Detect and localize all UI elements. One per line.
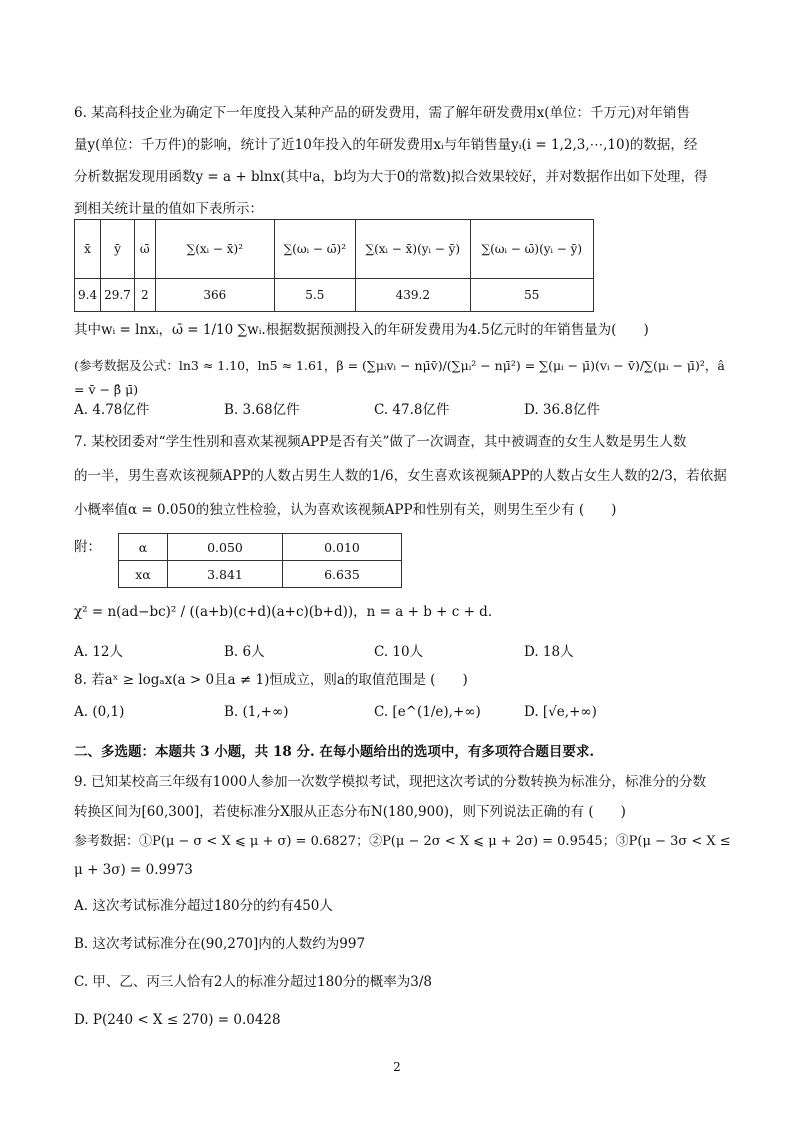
chi-x-1: 3.841	[168, 561, 283, 588]
statistics-table	[74, 219, 594, 312]
q6-option-d: D. 36.8亿件	[524, 402, 600, 418]
cell-ybar: 29.7	[101, 279, 135, 312]
cell-sum-w: 5.5	[274, 279, 355, 312]
q8-options	[74, 704, 774, 720]
chi-alpha-2: 0.010	[283, 534, 402, 561]
q6-line5: 其中wᵢ = lnxᵢ，ω̄ = 1/10 ∑wᵢ.根据数据预测投入的年研发费用为4.5亿元时的年销售量为( )	[74, 322, 649, 338]
q7-line2: 的一半，男生喜欢该视频APP的人数占男生人数的1/6，女生喜欢该视频APP的人数占女生人数的2/3，若依据	[74, 468, 727, 484]
q9-option-a: A. 这次考试标准分超过180分的约有450人	[74, 898, 333, 914]
appendix-label: 附：	[74, 539, 101, 555]
cell-xbar: 9.4	[75, 279, 101, 312]
header-sum-w: ∑(ωᵢ − ω̄)²	[274, 220, 355, 279]
q9-ref1: 参考数据：①P(μ − σ < X ⩽ μ + σ) = 0.6827；②P(μ − 2σ < X ⩽ μ + 2σ) = 0.9545；③P(μ − 3σ < X ≤	[74, 834, 731, 849]
header-sum-wy: ∑(ωᵢ − ω̄)(yᵢ − ȳ)	[470, 220, 593, 279]
question-7	[74, 430, 734, 522]
q6-line1: 6. 某高科技企业为确定下一年度投入某种产品的研发费用，需了解年研发费用x(单位：千万元)对年销售	[74, 105, 690, 121]
q9-option-c: C. 甲、乙、丙三人恰有2人的标准分超过180分的概率为3/8	[74, 974, 433, 990]
cell-sum-wy: 55	[470, 279, 593, 312]
cell-wbar: 2	[134, 279, 155, 312]
q7-option-b: B. 6人	[224, 644, 265, 660]
q7-line1: 7. 某校团委对“学生性别和喜欢某视频APP是否有关”做了一次调查，其中被调查的女生人数是男生人数	[74, 434, 687, 450]
chi-alpha-label: α	[119, 534, 168, 561]
q7-options	[74, 640, 774, 660]
header-xbar: x̄	[75, 220, 101, 279]
q9-line1: 9. 已知某校高三年级有1000人参加一次数学模拟考试，现把这次考试的分数转换为标准分，标准分的分数	[74, 774, 707, 790]
q8-option-d: D. [√e,+∞)	[524, 704, 597, 720]
q6-line2: 量y(单位：千万件)的影响，统计了近10年投入的年研发费用xᵢ与年销售量yᵢ(i = 1,2,3,⋯,10)的数据，经	[74, 137, 698, 153]
cell-sum-xy: 439.2	[355, 279, 470, 312]
q6-option-c: C. 47.8亿件	[374, 402, 450, 418]
question-9	[74, 770, 734, 1032]
q6-option-a: A. 4.78亿件	[74, 402, 150, 418]
q9-option-d: D. P(240 < X ≤ 270) = 0.0428	[74, 1012, 281, 1028]
header-wbar: ω̄	[134, 220, 155, 279]
header-sum-xy: ∑(xᵢ − x̄)(yᵢ − ȳ)	[355, 220, 470, 279]
q6-option-b: B. 3.68亿件	[224, 402, 300, 418]
chi-alpha-1: 0.050	[168, 534, 283, 561]
q7-option-d: D. 18人	[524, 644, 574, 660]
q9-option-b: B. 这次考试标准分在(90,270]内的人数约为997	[74, 936, 366, 952]
cell-sum-x: 366	[155, 279, 274, 312]
q9-ref2: μ + 3σ) = 0.9973	[74, 862, 193, 878]
q6-tail	[74, 318, 734, 402]
q8-option-a: A. (0,1)	[74, 704, 125, 720]
chi-formula: χ² = n(ad−bc)² / ((a+b)(c+d)(a+c)(b+d))，n = a + b + c + d.	[74, 604, 493, 620]
header-sum-x: ∑(xᵢ − x̄)²	[155, 220, 274, 279]
q6-options	[74, 398, 774, 418]
q6-line3: 分析数据发现用函数y = a + blnx(其中a，b均为大于0的常数)拟合效果较好，并对数据作出如下处理，得	[74, 169, 708, 185]
q8-option-c: C. [e^(1/e),+∞)	[374, 704, 481, 720]
q7-option-a: A. 12人	[74, 644, 124, 660]
q8-line1: 8. 若aˣ ≥ logₐx(a > 0且a ≠ 1)恒成立，则a的取值范围是 ( )	[74, 672, 468, 688]
q6-line4: 到相关统计量的值如下表所示：	[74, 201, 263, 217]
q7-line3: 小概率值α = 0.050的独立性检验，认为喜欢该视频APP和性别有关，则男生至少有 ( )	[74, 502, 617, 518]
q8-option-b: B. (1,+∞)	[224, 704, 289, 720]
q9-line2: 转换区间为[60,300]，若使标准分X服从正态分布N(180,900)，则下列说法正确的有 ( )	[74, 804, 626, 820]
q6-line6: (参考数据及公式：ln3 ≈ 1.10，ln5 ≈ 1.61，β = (∑μᵢvᵢ − nμ̄v̄)/(∑μᵢ² − nμ̄²) = ∑(μᵢ − μ̄)(vᵢ − v̄)/∑(μᵢ − μ̄)²，â = v̄ − β̂ μ̄)	[74, 358, 725, 397]
chi-square-table	[118, 533, 402, 588]
chi-x-2: 6.635	[283, 561, 402, 588]
header-ybar: ȳ	[101, 220, 135, 279]
chi-x-label: xα	[119, 561, 168, 588]
page-number: 2	[393, 1060, 401, 1074]
question-6	[74, 101, 734, 221]
q7-option-c: C. 10人	[374, 644, 424, 660]
section-heading: 二、多选题：本题共 3 小题，共 18 分. 在每小题给出的选项中，有多项符合题目要求.	[74, 744, 595, 760]
